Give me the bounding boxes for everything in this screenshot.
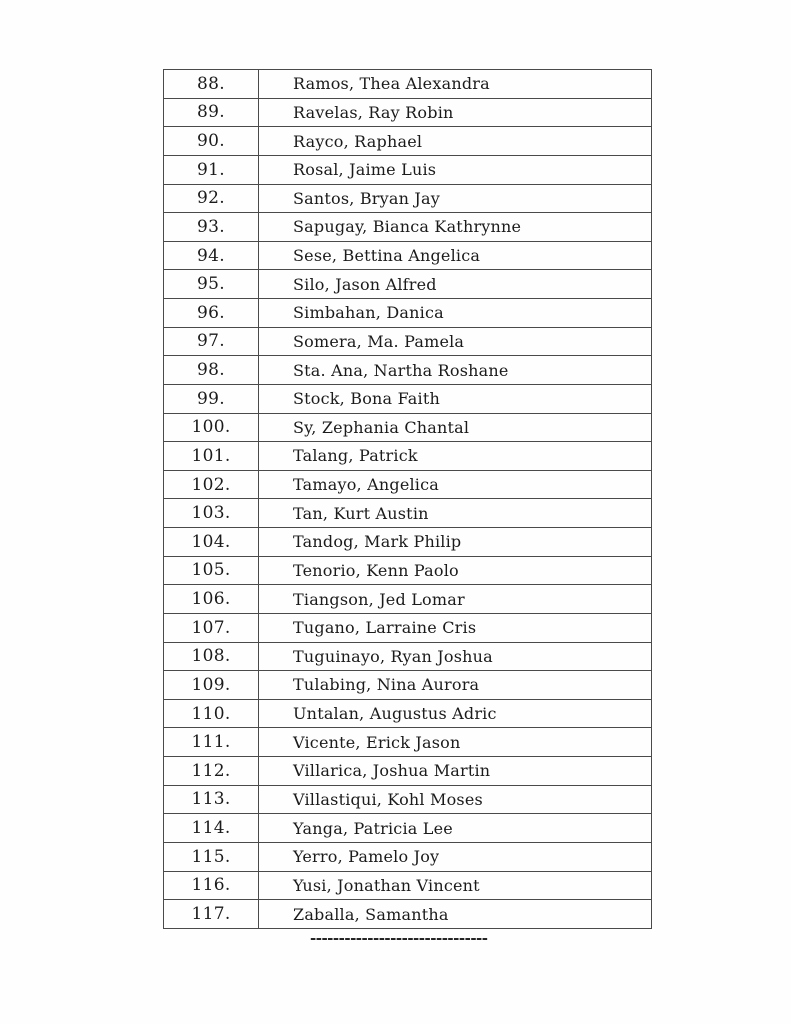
row-number-cell: 117. xyxy=(164,900,259,929)
table-row xyxy=(164,528,652,557)
row-number-cell: 110. xyxy=(164,699,259,728)
row-name-cell: Somera, Ma. Pamela xyxy=(259,327,652,356)
name-roster-table xyxy=(163,69,652,929)
row-name-cell: Villarica, Joshua Martin xyxy=(259,757,652,786)
row-number-cell: 92. xyxy=(164,184,259,213)
table-row xyxy=(164,642,652,671)
row-name-cell: Zaballa, Samantha xyxy=(259,900,652,929)
table-row xyxy=(164,241,652,270)
row-number-cell: 107. xyxy=(164,613,259,642)
row-name-cell: Yanga, Patricia Lee xyxy=(259,814,652,843)
table-row xyxy=(164,585,652,614)
table-row xyxy=(164,356,652,385)
row-number-cell: 116. xyxy=(164,871,259,900)
row-name-cell: Tenorio, Kenn Paolo xyxy=(259,556,652,585)
table-row xyxy=(164,270,652,299)
row-name-cell: Tandog, Mark Philip xyxy=(259,528,652,557)
row-name-cell: Rayco, Raphael xyxy=(259,127,652,156)
table-row xyxy=(164,728,652,757)
row-number-cell: 114. xyxy=(164,814,259,843)
row-name-cell: Sta. Ana, Nartha Roshane xyxy=(259,356,652,385)
table-row xyxy=(164,299,652,328)
row-name-cell: Sapugay, Bianca Kathrynne xyxy=(259,213,652,242)
table-row xyxy=(164,900,652,929)
row-name-cell: Tugano, Larraine Cris xyxy=(259,613,652,642)
row-name-cell: Yerro, Pamelo Joy xyxy=(259,842,652,871)
row-name-cell: Yusi, Jonathan Vincent xyxy=(259,871,652,900)
roster-table-body xyxy=(164,70,652,929)
table-row xyxy=(164,613,652,642)
table-row xyxy=(164,699,652,728)
row-number-cell: 94. xyxy=(164,241,259,270)
row-name-cell: Stock, Bona Faith xyxy=(259,384,652,413)
table-row xyxy=(164,814,652,843)
row-number-cell: 106. xyxy=(164,585,259,614)
table-row xyxy=(164,470,652,499)
table-row xyxy=(164,213,652,242)
row-number-cell: 99. xyxy=(164,384,259,413)
row-number-cell: 98. xyxy=(164,356,259,385)
row-name-cell: Sy, Zephania Chantal xyxy=(259,413,652,442)
row-number-cell: 113. xyxy=(164,785,259,814)
table-row xyxy=(164,671,652,700)
table-row xyxy=(164,785,652,814)
row-number-cell: 91. xyxy=(164,155,259,184)
table-row xyxy=(164,98,652,127)
row-name-cell: Rosal, Jaime Luis xyxy=(259,155,652,184)
row-name-cell: Tan, Kurt Austin xyxy=(259,499,652,528)
row-name-cell: Untalan, Augustus Adric xyxy=(259,699,652,728)
row-number-cell: 100. xyxy=(164,413,259,442)
row-number-cell: 93. xyxy=(164,213,259,242)
row-name-cell: Simbahan, Danica xyxy=(259,299,652,328)
row-number-cell: 88. xyxy=(164,70,259,99)
table-row xyxy=(164,442,652,471)
table-row xyxy=(164,757,652,786)
row-number-cell: 102. xyxy=(164,470,259,499)
table-row xyxy=(164,842,652,871)
row-name-cell: Ravelas, Ray Robin xyxy=(259,98,652,127)
row-number-cell: 96. xyxy=(164,299,259,328)
row-name-cell: Sese, Bettina Angelica xyxy=(259,241,652,270)
dashed-separator: ------------------------------- xyxy=(310,929,488,947)
row-number-cell: 111. xyxy=(164,728,259,757)
row-number-cell: 97. xyxy=(164,327,259,356)
row-number-cell: 90. xyxy=(164,127,259,156)
table-row xyxy=(164,127,652,156)
row-name-cell: Santos, Bryan Jay xyxy=(259,184,652,213)
row-number-cell: 103. xyxy=(164,499,259,528)
row-name-cell: Tamayo, Angelica xyxy=(259,470,652,499)
row-number-cell: 112. xyxy=(164,757,259,786)
table-row xyxy=(164,327,652,356)
row-name-cell: Tiangson, Jed Lomar xyxy=(259,585,652,614)
row-number-cell: 109. xyxy=(164,671,259,700)
table-row xyxy=(164,184,652,213)
table-row xyxy=(164,556,652,585)
row-name-cell: Talang, Patrick xyxy=(259,442,652,471)
table-row xyxy=(164,384,652,413)
row-number-cell: 115. xyxy=(164,842,259,871)
row-number-cell: 108. xyxy=(164,642,259,671)
row-name-cell: Silo, Jason Alfred xyxy=(259,270,652,299)
table-row xyxy=(164,70,652,99)
row-number-cell: 101. xyxy=(164,442,259,471)
row-number-cell: 105. xyxy=(164,556,259,585)
table-row xyxy=(164,155,652,184)
row-number-cell: 89. xyxy=(164,98,259,127)
row-name-cell: Tuguinayo, Ryan Joshua xyxy=(259,642,652,671)
row-name-cell: Tulabing, Nina Aurora xyxy=(259,671,652,700)
table-row xyxy=(164,871,652,900)
table-row xyxy=(164,413,652,442)
row-name-cell: Vicente, Erick Jason xyxy=(259,728,652,757)
row-name-cell: Ramos, Thea Alexandra xyxy=(259,70,652,99)
row-name-cell: Villastiqui, Kohl Moses xyxy=(259,785,652,814)
row-number-cell: 95. xyxy=(164,270,259,299)
table-row xyxy=(164,499,652,528)
row-number-cell: 104. xyxy=(164,528,259,557)
